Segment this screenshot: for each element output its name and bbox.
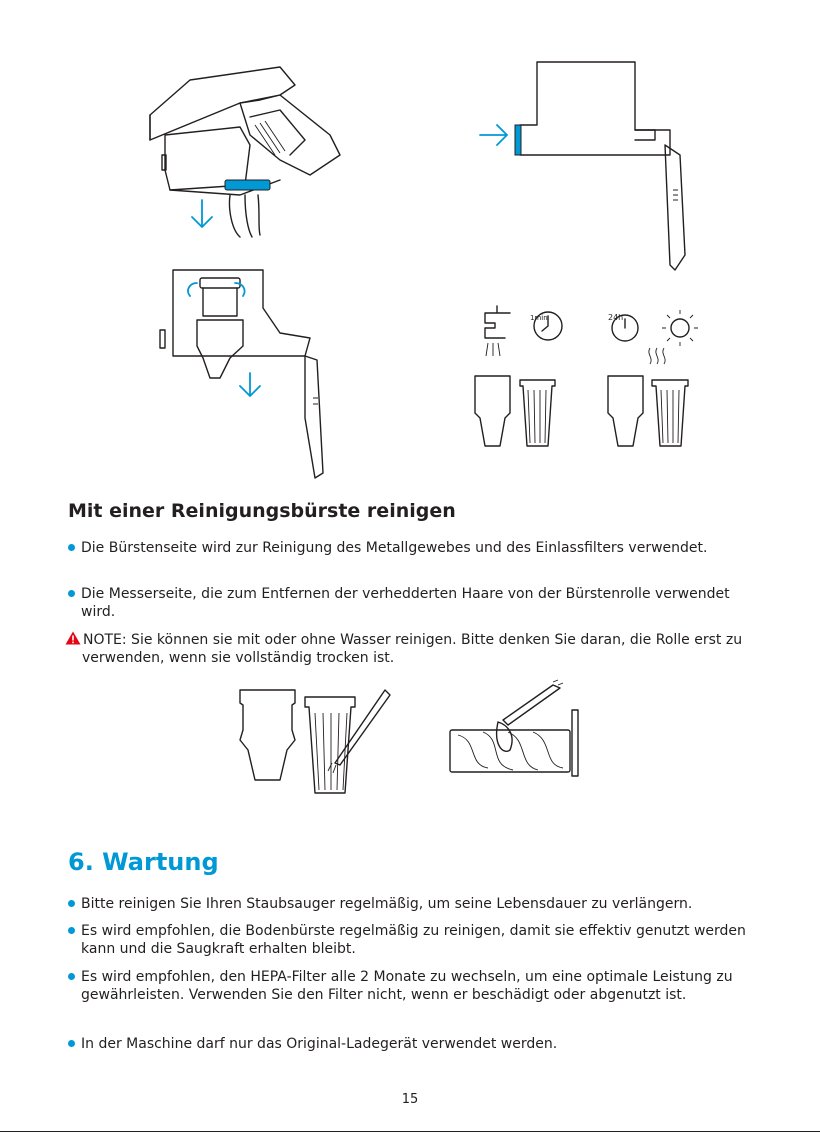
bullet-dot (68, 590, 75, 597)
brush-note (68, 631, 768, 667)
bullet-text: Es wird empfohlen, die Bodenbürste regelmäßig zu reinigen, damit sie effektiv genutzt werden kann und die Saugkraft erhalten bleibt. (81, 923, 746, 957)
bullet-dot (68, 927, 75, 934)
bullet-text: Die Bürstenseite wird zur Reinigung des Metallgewebes und des Einlassfilters verwendet. (81, 540, 708, 556)
illustration-twist-filter (155, 268, 355, 483)
illustration-brush-filter (235, 685, 405, 805)
bullet-text: In der Maschine darf nur das Original-Ladegerät verwendet werden. (81, 1036, 558, 1052)
timer-rinse-label: 1min (530, 314, 548, 322)
note-text: NOTE: Sie können sie mit oder ohne Wasser reinigen. Bitte denken Sie daran, die Rolle erst zu verwenden, wenn sie vollständig trocken ist. (82, 632, 743, 666)
maintenance-bullet-1 (68, 896, 768, 914)
maintenance-bullet-2 (68, 923, 768, 958)
bullet-dot (68, 900, 75, 907)
bullet-text: Die Messerseite, die zum Entfernen der verhedderten Haare von der Bürstenrolle verwendet wird. (81, 586, 730, 620)
bullet-dot (68, 973, 75, 980)
illustration-rinse-dry (460, 298, 700, 473)
illustration-brush-roller (448, 680, 598, 780)
warning-icon (65, 631, 81, 645)
illustration-insert-filter (475, 60, 675, 275)
brush-bullet-1 (68, 540, 768, 558)
maintenance-bullet-3 (68, 969, 768, 1004)
bullet-dot (68, 1040, 75, 1047)
page-bottom-rule (0, 1131, 820, 1132)
page-number: 15 (401, 1092, 419, 1107)
bullet-text: Es wird empfohlen, den HEPA-Filter alle 2 Monate zu wechseln, um eine optimale Leistung zu gewährleisten. Verwenden Sie den Filter nicht, wenn er beschädigt oder abgenutzt ist. (81, 969, 733, 1003)
timer-dry-label: 24h (608, 313, 624, 322)
bullet-text: Bitte reinigen Sie Ihren Staubsauger regelmäßig, um seine Lebensdauer zu verlängern. (81, 896, 693, 912)
illustration-remove-dustbin (130, 55, 370, 255)
section-maintenance-heading: 6. Wartung (68, 848, 219, 876)
section-brush-heading: Mit einer Reinigungsbürste reinigen (68, 500, 456, 522)
brush-bullet-2 (68, 586, 768, 621)
bullet-dot (68, 544, 75, 551)
maintenance-bullet-4 (68, 1036, 768, 1054)
